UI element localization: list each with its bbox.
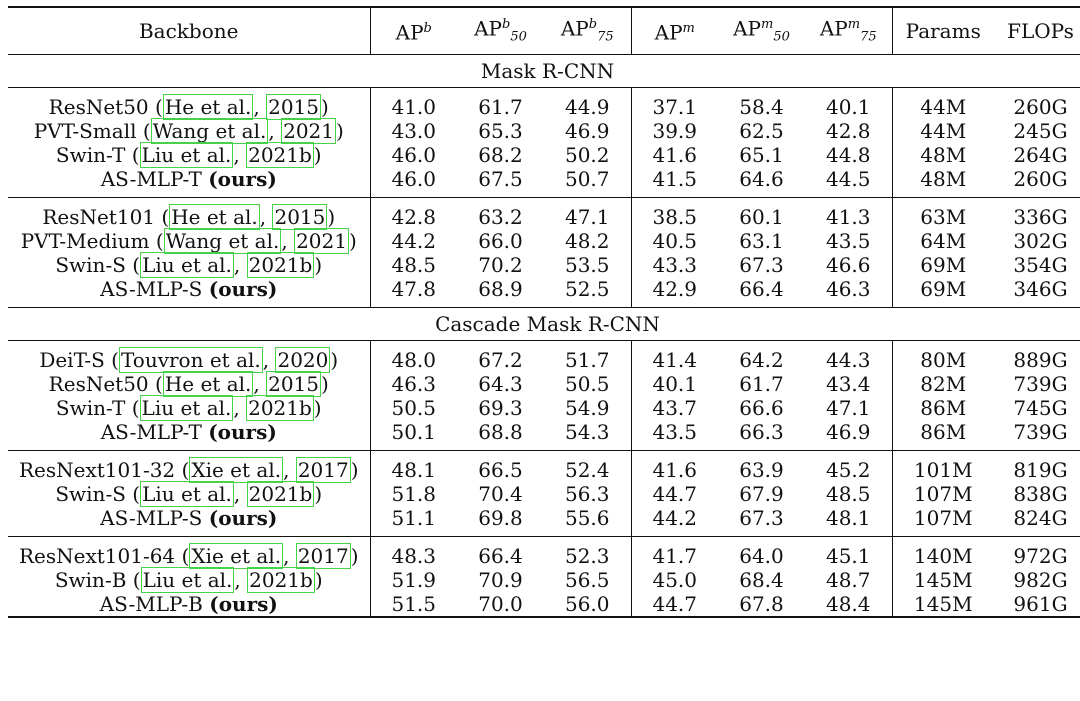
citation-author-link[interactable]: Touvron et al. [120, 348, 261, 372]
value-flops: 838G [1013, 482, 1068, 506]
table-row [8, 506, 1080, 537]
value-apb: 50.5 [391, 396, 437, 420]
backbone-name: ResNext101-64 [18, 544, 176, 568]
ours-label: (ours) [208, 506, 278, 530]
value-apb: 50.1 [370, 420, 457, 451]
value-apm: 44.7 [631, 592, 718, 617]
value-params: 107M [892, 506, 994, 537]
backbone-name: Swin-S [55, 482, 126, 506]
value-params: 86M [920, 396, 967, 420]
citation-year-link[interactable]: 2021b [248, 253, 313, 277]
header-apm75: $AP^m_{75}$ [805, 7, 892, 55]
value-apb75: 56.5 [544, 568, 631, 592]
value-apb50: 69.3 [478, 396, 523, 420]
table-row [8, 451, 1080, 483]
value-flops: 824G [994, 506, 1080, 537]
citation-year-link[interactable]: 2021b [248, 482, 313, 506]
table-row [8, 396, 1080, 420]
value-params: 48M [892, 167, 994, 198]
value-apm50: 66.3 [718, 420, 805, 451]
citation-year-link[interactable]: 2017 [297, 544, 349, 568]
value-apb: 48.3 [391, 544, 437, 568]
ours-label: (ours) [208, 167, 277, 191]
value-flops: 739G [994, 420, 1080, 451]
citation-year-link[interactable]: 2017 [297, 458, 349, 482]
value-apb50: 70.4 [478, 482, 523, 506]
value-params: 69M [892, 277, 994, 308]
table-row [8, 198, 1080, 230]
backbone-cell: Swin-S ( Liu et al. , 2021b ) [8, 482, 370, 506]
value-apm75: 42.8 [805, 119, 892, 143]
value-flops: 346G [994, 277, 1080, 308]
citation-year-link[interactable]: 2015 [268, 95, 319, 119]
table-row [8, 420, 1080, 451]
backbone-cell: Swin-S ( Liu et al. , 2021b ) [8, 253, 370, 277]
value-flops: 982G [1013, 568, 1068, 592]
backbone-name: Swin-T [55, 396, 126, 420]
value-apm50: 63.9 [739, 458, 784, 482]
value-flops: 245G [1013, 119, 1068, 143]
citation-year-link[interactable]: 2015 [268, 372, 319, 396]
value-apm75: 47.1 [805, 396, 892, 420]
value-apb75: 47.1 [544, 198, 631, 230]
backbone-cell: ResNet50 ( He et al. , 2015 ) [8, 372, 370, 396]
value-apb50: 69.8 [457, 506, 544, 537]
value-apb50: 65.3 [478, 119, 523, 143]
results-table [8, 6, 1080, 618]
value-params: 69M [920, 253, 967, 277]
value-apm75: 43.5 [805, 229, 892, 253]
table-row [8, 143, 1080, 167]
backbone-cell: ResNet101 ( He et al. , 2015 ) [8, 198, 370, 230]
citation-year-link[interactable]: 2021b [248, 143, 312, 167]
backbone-name: AS-MLP-T [100, 167, 202, 191]
value-flops: 260G [994, 167, 1080, 198]
value-apb50: 66.4 [478, 544, 523, 568]
value-params: 80M [920, 348, 967, 372]
value-apm75: 48.4 [805, 592, 892, 617]
value-apb75: 54.9 [544, 396, 631, 420]
value-apb50: 70.0 [457, 592, 544, 617]
value-apb75: 46.9 [544, 119, 631, 143]
value-apb75: 54.3 [544, 420, 631, 451]
header-flops: FLOPs [994, 7, 1080, 55]
value-apb75: 50.2 [544, 143, 631, 167]
value-apm: 41.4 [652, 348, 698, 372]
citation-year-link[interactable]: 2021b [249, 568, 313, 592]
value-apm75: 40.1 [805, 88, 892, 120]
value-apb50: 70.2 [478, 253, 523, 277]
value-apm: 41.7 [652, 544, 698, 568]
value-apm75: 44.5 [805, 167, 892, 198]
citation-author-link[interactable]: Liu et al. [142, 253, 232, 277]
backbone-name: AS-MLP-T [100, 420, 202, 444]
table-row [8, 277, 1080, 308]
value-apb: 42.8 [391, 205, 437, 229]
value-apb: 51.1 [370, 506, 457, 537]
value-apb50: 64.3 [478, 372, 523, 396]
table-row [8, 253, 1080, 277]
backbone-cell: PVT-Small ( Wang et al. , 2021 ) [8, 119, 370, 143]
value-apb50: 61.7 [478, 95, 523, 119]
results-table-container [8, 6, 1072, 618]
backbone-cell [8, 592, 370, 617]
value-apb75: 50.5 [544, 372, 631, 396]
value-apm: 44.2 [631, 506, 718, 537]
value-apm75: 44.8 [805, 143, 892, 167]
value-apm: 40.1 [652, 372, 698, 396]
value-apm50: 67.3 [739, 253, 784, 277]
value-apb75: 56.0 [544, 592, 631, 617]
value-flops: 739G [1013, 372, 1068, 396]
value-apb: 41.0 [391, 95, 437, 119]
value-apm75: 45.1 [805, 537, 892, 569]
value-apb75: 52.4 [544, 451, 631, 483]
value-apm75: 46.3 [805, 277, 892, 308]
table-body [8, 55, 1080, 618]
citation-author-link[interactable]: Liu et al. [142, 568, 233, 592]
value-apm75: 44.3 [805, 341, 892, 373]
section-title: Mask R-CNN [8, 55, 1080, 88]
value-apb75: 55.6 [544, 506, 631, 537]
value-apb: 48.5 [391, 253, 437, 277]
value-params: 107M [913, 482, 973, 506]
citation-year-link[interactable]: 2015 [274, 205, 326, 229]
value-apm75: 48.1 [805, 506, 892, 537]
value-apb50: 66.5 [478, 458, 523, 482]
value-apm: 37.1 [652, 95, 698, 119]
table-row [8, 537, 1080, 569]
value-apb75: 51.7 [544, 341, 631, 373]
value-apb50: 68.2 [478, 143, 523, 167]
section-header-row [8, 308, 1080, 341]
value-apm: 41.6 [652, 143, 698, 167]
table-row [8, 341, 1080, 373]
table-row [8, 167, 1080, 198]
value-flops: 260G [1013, 95, 1068, 119]
value-apm75: 46.6 [805, 253, 892, 277]
ours-label: (ours) [208, 277, 278, 301]
value-apm: 43.7 [652, 396, 698, 420]
value-apb: 48.0 [391, 348, 437, 372]
value-apm75: 46.9 [805, 420, 892, 451]
value-apb50: 67.2 [478, 348, 523, 372]
value-apm50: 60.1 [739, 205, 784, 229]
ours-label: (ours) [209, 592, 278, 616]
value-apm50: 68.4 [739, 568, 784, 592]
backbone-cell: Swin-B ( Liu et al. , 2021b ) [8, 568, 370, 592]
table-row [8, 372, 1080, 396]
value-apb: 43.0 [391, 119, 437, 143]
value-apb75: 50.7 [544, 167, 631, 198]
header-apb75: $AP^b_{75}$ [544, 7, 631, 55]
citation-author-link[interactable]: Liu et al. [141, 396, 232, 420]
value-apb50: 67.5 [457, 167, 544, 198]
value-apm75: 48.5 [805, 482, 892, 506]
citation-year-link[interactable]: 2021b [248, 396, 312, 420]
value-params: 86M [892, 420, 994, 451]
citation-author-link[interactable]: Liu et al. [142, 482, 232, 506]
value-apm50: 65.1 [739, 143, 784, 167]
value-flops: 819G [1013, 458, 1068, 482]
backbone-name: ResNet50 [48, 95, 149, 119]
citation-year-link[interactable]: 2021 [283, 119, 334, 143]
backbone-cell: ResNet50 ( He et al. , 2015 ) [8, 88, 370, 120]
value-apb75: 48.2 [544, 229, 631, 253]
value-apb: 51.8 [391, 482, 437, 506]
value-apm50: 66.4 [718, 277, 805, 308]
value-apm50: 62.5 [739, 119, 784, 143]
value-apb75: 52.5 [544, 277, 631, 308]
backbone-name: Swin-T [55, 143, 126, 167]
header-backbone: Backbone [8, 7, 370, 55]
value-apm75: 41.3 [805, 198, 892, 230]
backbone-cell: ResNext101-64 ( Xie et al. , 2017 ) [8, 537, 370, 569]
value-flops: 961G [994, 592, 1080, 617]
value-apb: 46.0 [391, 143, 437, 167]
value-apb: 51.5 [370, 592, 457, 617]
value-apb75: 52.3 [544, 537, 631, 569]
value-apb50: 68.8 [457, 420, 544, 451]
backbone-name: AS-MLP-B [99, 592, 203, 616]
value-flops: 302G [1013, 229, 1068, 253]
table-row [8, 88, 1080, 120]
value-apb: 44.2 [391, 229, 437, 253]
table-row [8, 482, 1080, 506]
backbone-name: AS-MLP-S [100, 277, 203, 301]
header-apm50: $AP^m_{50}$ [718, 7, 805, 55]
backbone-name: ResNet101 [42, 205, 156, 229]
value-apm: 44.7 [652, 482, 698, 506]
backbone-name: Swin-B [54, 568, 127, 592]
backbone-cell: ResNext101-32 ( Xie et al. , 2017 ) [8, 451, 370, 483]
table-row [8, 229, 1080, 253]
value-apm50: 66.6 [739, 396, 784, 420]
value-apm: 41.5 [631, 167, 718, 198]
value-flops: 264G [1013, 143, 1068, 167]
value-params: 82M [920, 372, 967, 396]
value-apm: 41.6 [652, 458, 698, 482]
value-apb75: 44.9 [544, 88, 631, 120]
backbone-name: ResNext101-32 [18, 458, 176, 482]
header-params: Params [892, 7, 994, 55]
value-apm75: 43.4 [805, 372, 892, 396]
backbone-cell: Swin-T ( Liu et al. , 2021b ) [8, 143, 370, 167]
backbone-cell: PVT-Medium ( Wang et al. , 2021 ) [8, 229, 370, 253]
backbone-name: ResNet50 [48, 372, 149, 396]
value-apm50: 58.4 [739, 95, 784, 119]
citation-author-link[interactable]: Liu et al. [141, 143, 232, 167]
value-flops: 336G [1013, 205, 1068, 229]
value-apb50: 68.9 [457, 277, 544, 308]
table-row [8, 592, 1080, 617]
value-apm: 38.5 [652, 205, 698, 229]
value-params: 101M [913, 458, 973, 482]
value-apb: 46.3 [391, 372, 437, 396]
value-apm50: 67.3 [718, 506, 805, 537]
value-params: 44M [920, 95, 967, 119]
citation-author-link[interactable]: He et al. [164, 95, 252, 119]
header-apb50: $AP^b_{50}$ [457, 7, 544, 55]
value-apm50: 61.7 [739, 372, 784, 396]
citation-author-link[interactable]: Xie et al. [191, 544, 282, 568]
value-apb50: 66.0 [478, 229, 523, 253]
backbone-cell [8, 277, 370, 308]
citation-author-link[interactable]: He et al. [164, 372, 252, 396]
header-apm: $AP^m$ [631, 7, 718, 55]
section-header-row [8, 55, 1080, 88]
value-apm50: 64.6 [718, 167, 805, 198]
backbone-cell [8, 167, 370, 198]
header-apb: $AP^b$ [370, 7, 457, 55]
value-apm: 39.9 [652, 119, 698, 143]
value-flops: 972G [1013, 544, 1068, 568]
value-params: 145M [892, 592, 994, 617]
backbone-name: DeiT-S [39, 348, 105, 372]
section-title: Cascade Mask R-CNN [8, 308, 1080, 341]
value-apm75: 45.2 [805, 451, 892, 483]
value-apm: 43.5 [631, 420, 718, 451]
value-apb: 51.9 [391, 568, 437, 592]
backbone-name: AS-MLP-S [100, 506, 203, 530]
citation-author-link[interactable]: Xie et al. [191, 458, 282, 482]
backbone-name: PVT-Medium [20, 229, 150, 253]
value-apm: 43.3 [652, 253, 698, 277]
value-apm: 40.5 [652, 229, 698, 253]
value-flops: 889G [1013, 348, 1068, 372]
value-params: 44M [920, 119, 967, 143]
citation-author-link[interactable]: Wang et al. [165, 229, 280, 253]
value-apb50: 63.2 [478, 205, 523, 229]
value-params: 140M [913, 544, 973, 568]
value-apb75: 53.5 [544, 253, 631, 277]
citation-author-link[interactable]: Wang et al. [152, 119, 267, 143]
value-apb: 48.1 [391, 458, 437, 482]
citation-year-link[interactable]: 2021 [296, 229, 347, 253]
value-apb50: 70.9 [478, 568, 523, 592]
backbone-name: PVT-Small [33, 119, 137, 143]
value-apm50: 67.8 [718, 592, 805, 617]
value-apm50: 64.0 [739, 544, 784, 568]
value-params: 145M [913, 568, 973, 592]
value-apb: 47.8 [370, 277, 457, 308]
value-params: 48M [920, 143, 967, 167]
value-apm75: 48.7 [805, 568, 892, 592]
table-row [8, 568, 1080, 592]
table-header [8, 7, 1080, 55]
value-flops: 354G [1013, 253, 1068, 277]
value-apm: 42.9 [631, 277, 718, 308]
value-params: 64M [920, 229, 967, 253]
citation-year-link[interactable]: 2020 [277, 348, 329, 372]
value-apm50: 67.9 [739, 482, 784, 506]
value-apb75: 56.3 [544, 482, 631, 506]
value-flops: 745G [1013, 396, 1068, 420]
backbone-cell [8, 506, 370, 537]
value-apm50: 63.1 [739, 229, 784, 253]
value-apm50: 64.2 [739, 348, 784, 372]
citation-author-link[interactable]: He et al. [171, 205, 258, 229]
backbone-cell: Swin-T ( Liu et al. , 2021b ) [8, 396, 370, 420]
value-apb: 46.0 [370, 167, 457, 198]
ours-label: (ours) [208, 420, 277, 444]
backbone-cell [8, 420, 370, 451]
table-row [8, 119, 1080, 143]
value-params: 63M [920, 205, 967, 229]
backbone-cell: DeiT-S ( Touvron et al. , 2020 ) [8, 341, 370, 373]
value-apm: 45.0 [652, 568, 698, 592]
backbone-name: Swin-S [55, 253, 126, 277]
